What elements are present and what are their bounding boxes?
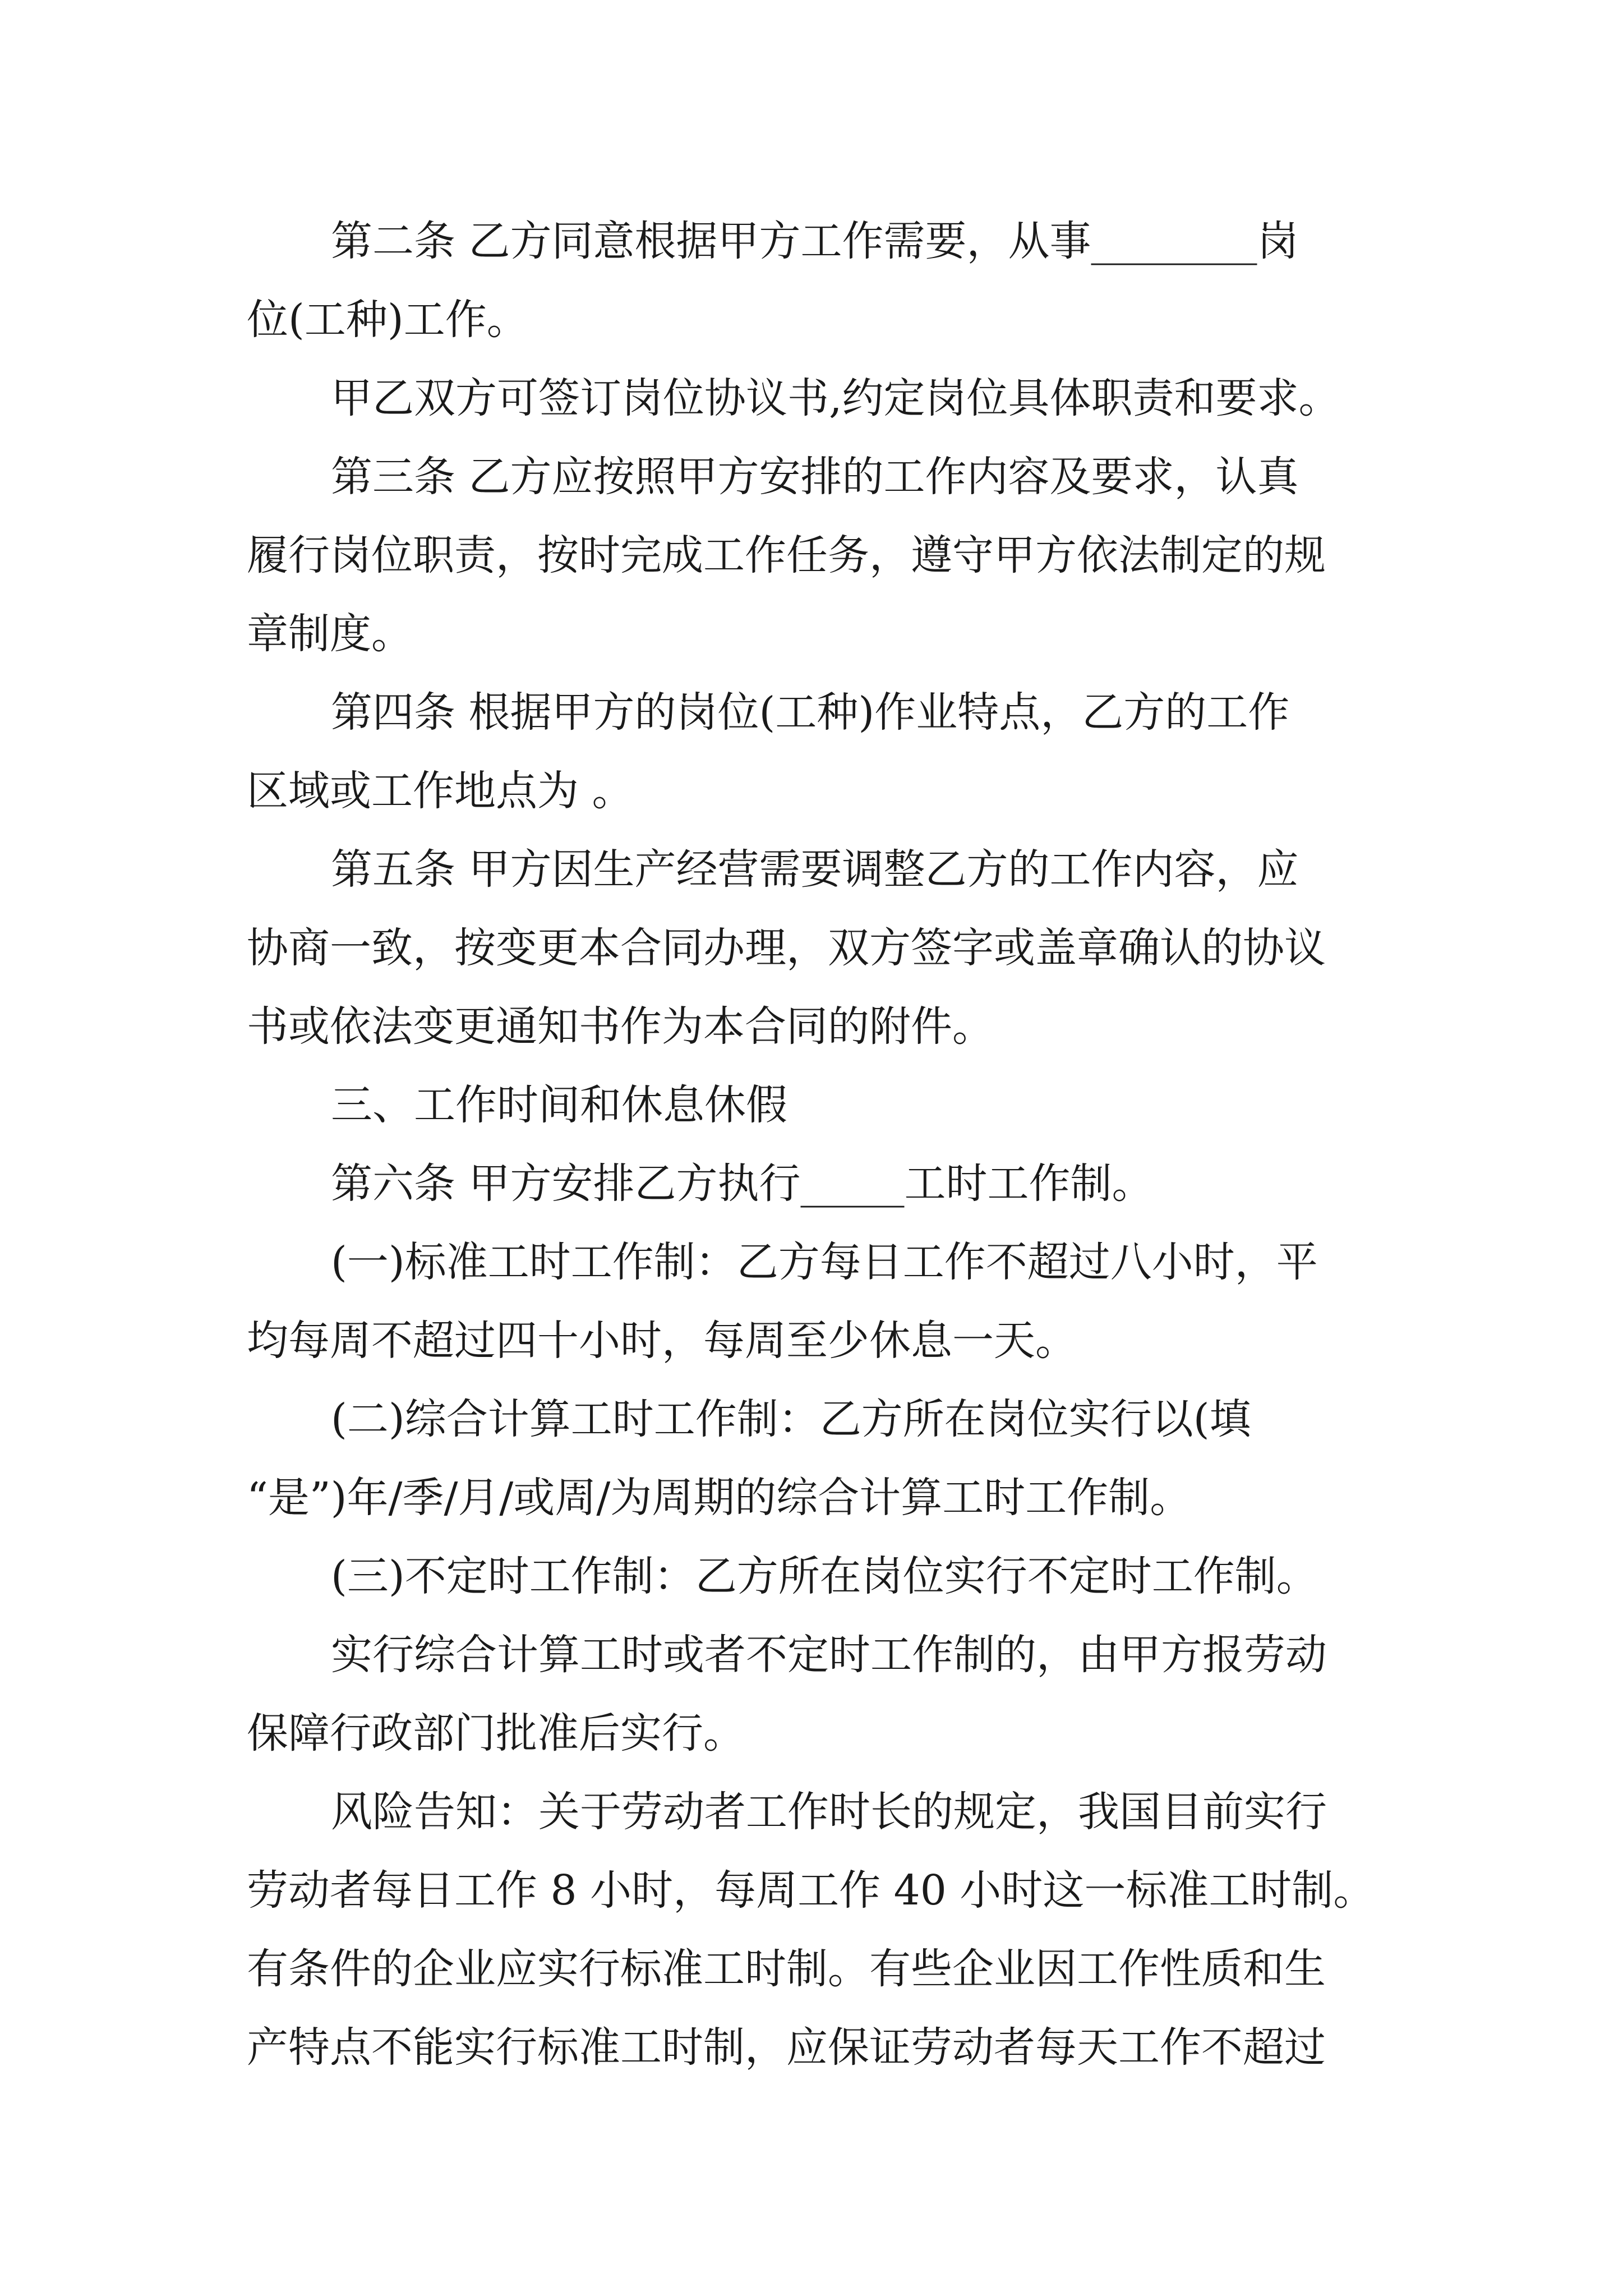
section-heading: 三、工作时间和休息休假 <box>331 1081 787 1129</box>
text-line: 履行岗位职责，按时完成工作任务，遵守甲方依法制定的规 <box>247 531 1326 579</box>
text-line: 保障行政部门批准后实行。 <box>247 1709 745 1757</box>
text-line: 书或依法变更通知书作为本合同的附件。 <box>247 1002 994 1051</box>
text-line: (二)综合计算工时工作制：乙方所在岗位实行以(填 <box>331 1395 1251 1443</box>
text-line: 风险告知：关于劳动者工作时长的规定，我国目前实行 <box>331 1788 1327 1836</box>
text-line: 协商一致，按变更本合同办理，双方签字或盖章确认的协议 <box>247 924 1326 972</box>
text-line: (一)标准工时工作制：乙方每日工作不超过八小时，平 <box>331 1238 1318 1286</box>
text-line: 第三条 乙方应按照甲方安排的工作内容及要求，认真 <box>331 453 1299 501</box>
text-line: (三)不定时工作制：乙方所在岗位实行不定时工作制。 <box>331 1552 1318 1600</box>
text-line: 甲乙双方可签订岗位协议书,约定岗位具体职责和要求。 <box>331 374 1340 422</box>
text-line: 有条件的企业应实行标准工时制。有些企业因工作性质和生 <box>247 1945 1326 1993</box>
text-line: 第六条 甲方安排乙方执行_____工时工作制。 <box>331 1159 1154 1208</box>
text-line: 均每周不超过四十小时，每周至少休息一天。 <box>247 1317 1077 1365</box>
text-line: 章制度。 <box>247 610 413 658</box>
contract-text <box>247 202 1375 2087</box>
text-line: 第四条 根据甲方的岗位(工种)作业特点，乙方的工作 <box>331 688 1290 737</box>
text-line: 第五条 甲方因生产经营需要调整乙方的工作内容，应 <box>331 845 1299 894</box>
text-line: 劳动者每日工作 8 小时，每周工作 40 小时这一标准工时制。 <box>247 1866 1375 1915</box>
text-line: 实行综合计算工时或者不定时工作制的，由甲方报劳动 <box>331 1631 1327 1679</box>
text-line: 位(工种)工作。 <box>247 296 528 344</box>
text-line: 第二条 乙方同意根据甲方工作需要，从事________岗 <box>331 217 1299 265</box>
text-line: “是”)年/季/月/或周/为周期的综合计算工时工作制。 <box>247 1474 1192 1522</box>
text-line: 产特点不能实行标准工时制，应保证劳动者每天工作不超过 <box>247 2023 1326 2072</box>
text-line: 区域或工作地点为 。 <box>247 767 634 815</box>
